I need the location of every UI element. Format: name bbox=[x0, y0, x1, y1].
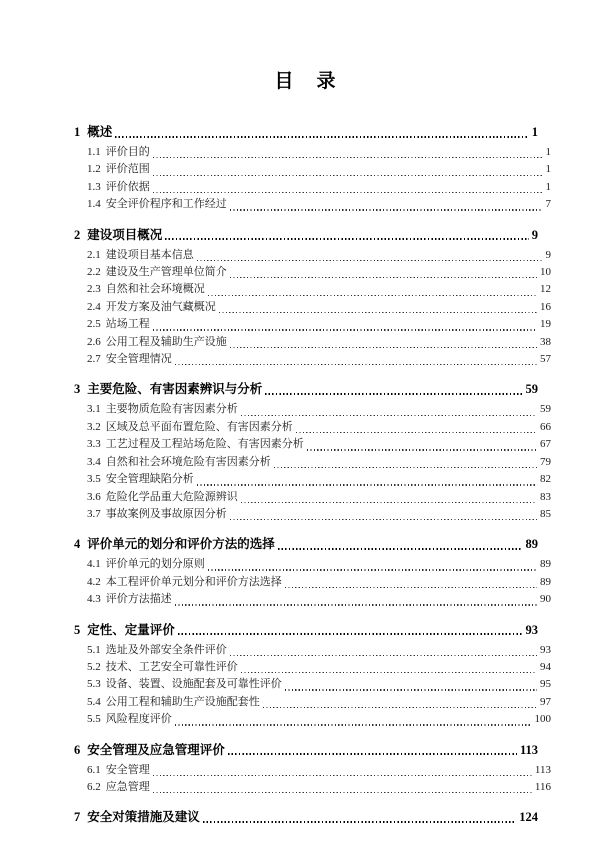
toc-section bbox=[74, 380, 551, 523]
toc-entry-row bbox=[74, 454, 551, 471]
toc-entry-page-number: 16 bbox=[540, 300, 551, 313]
toc-entry-row bbox=[74, 471, 551, 488]
toc-entry-number: 3.7 bbox=[87, 507, 101, 520]
dot-leader bbox=[203, 821, 516, 823]
dot-leader bbox=[285, 689, 537, 690]
toc-entry-number: 4.1 bbox=[87, 558, 101, 571]
toc-chapter-page-number: 1 bbox=[531, 125, 538, 139]
toc-entry-number: 3.2 bbox=[87, 420, 101, 433]
dot-leader bbox=[228, 753, 517, 755]
toc-entry-number: 1.3 bbox=[87, 180, 101, 193]
toc-entry-number: 6.2 bbox=[87, 780, 101, 793]
toc-list bbox=[74, 123, 551, 826]
toc-entry-row bbox=[74, 591, 551, 608]
toc-entry-title: 建设及生产管理单位简介 bbox=[105, 266, 227, 279]
toc-entry-page-number: 113 bbox=[534, 763, 551, 776]
toc-entry-title: 工艺过程及工程站场危险、有害因素分析 bbox=[105, 438, 304, 451]
toc-entry-number: 4.3 bbox=[87, 593, 101, 606]
toc-entry-row bbox=[74, 161, 551, 178]
dot-leader bbox=[153, 192, 543, 193]
toc-entry-number: 5.5 bbox=[87, 713, 101, 726]
toc-section bbox=[74, 621, 551, 729]
toc-entry-row bbox=[74, 574, 551, 591]
toc-entry-page-number: 12 bbox=[540, 283, 551, 296]
toc-entry-title: 风险程度评价 bbox=[105, 713, 172, 726]
dot-leader bbox=[296, 432, 537, 433]
dot-leader bbox=[219, 312, 537, 313]
toc-entry-page-number: 1 bbox=[545, 163, 551, 176]
toc-entry-row bbox=[74, 281, 551, 298]
toc-chapter-title: 概述 bbox=[87, 125, 113, 139]
toc-entry-title: 评价单元的划分原则 bbox=[105, 558, 205, 571]
toc-entry-number: 5.1 bbox=[87, 643, 101, 656]
dot-leader bbox=[285, 587, 537, 588]
dot-leader bbox=[208, 569, 537, 570]
toc-chapter-title: 主要危险、有害因素辨识与分析 bbox=[87, 382, 263, 397]
dot-leader bbox=[230, 655, 537, 656]
toc-entry-number: 5.2 bbox=[87, 660, 101, 673]
toc-chapter-number: 6 bbox=[74, 742, 81, 757]
toc-entry-row bbox=[74, 247, 551, 264]
toc-entry-number: 5.3 bbox=[87, 678, 101, 691]
toc-entry-title: 应急管理 bbox=[105, 780, 150, 793]
toc-entry-page-number: 93 bbox=[540, 643, 551, 656]
toc-chapter-row bbox=[74, 535, 538, 553]
toc-entry-title: 技术、工艺安全可靠性评价 bbox=[105, 660, 238, 673]
dot-leader bbox=[153, 792, 532, 793]
toc-entry-row bbox=[74, 694, 551, 711]
toc-chapter-page-number: 93 bbox=[525, 622, 538, 637]
dot-leader bbox=[241, 415, 537, 416]
dot-leader bbox=[263, 707, 537, 708]
toc-chapter-row bbox=[74, 808, 538, 826]
toc-entry-title: 自然和社会环境危险有害因素分析 bbox=[105, 455, 271, 468]
toc-chapter-number: 2 bbox=[74, 227, 81, 242]
toc-entry-number: 3.4 bbox=[87, 455, 101, 468]
toc-entry-title: 主要物质危险有害因素分析 bbox=[105, 403, 238, 416]
dot-leader bbox=[175, 724, 532, 725]
toc-entry-title: 公用工程和辅助生产设施配套性 bbox=[105, 695, 260, 708]
toc-section bbox=[74, 808, 538, 826]
toc-chapter-title: 评价单元的划分和评价方法的选择 bbox=[87, 537, 275, 552]
dot-leader bbox=[153, 329, 537, 330]
toc-entry-number: 2.2 bbox=[87, 266, 101, 279]
toc-entry-title: 设备、装置、设施配套及可靠性评价 bbox=[105, 678, 282, 691]
toc-entry-page-number: 59 bbox=[540, 403, 551, 416]
dot-leader bbox=[197, 484, 537, 485]
toc-entry-page-number: 90 bbox=[540, 593, 551, 606]
page-title: 目 录 bbox=[274, 71, 338, 92]
dot-leader bbox=[230, 519, 537, 520]
toc-entry-title: 选址及外部安全条件评价 bbox=[105, 643, 227, 656]
toc-entry-title: 开发方案及油气藏概况 bbox=[105, 300, 216, 313]
toc-chapter-number: 1 bbox=[74, 125, 81, 139]
toc-entry-number: 1.4 bbox=[87, 198, 101, 211]
dot-leader bbox=[265, 393, 522, 395]
dot-leader bbox=[208, 295, 537, 296]
toc-chapter-page-number: 124 bbox=[519, 810, 538, 825]
toc-chapter-row bbox=[74, 621, 538, 639]
toc-entry-title: 站场工程 bbox=[105, 318, 150, 331]
toc-chapter-number: 4 bbox=[74, 537, 81, 552]
toc-entry-number: 1.2 bbox=[87, 163, 101, 176]
dot-leader bbox=[278, 548, 523, 550]
toc-entry-page-number: 94 bbox=[540, 660, 551, 673]
toc-entry-page-number: 116 bbox=[534, 780, 551, 793]
dot-leader bbox=[230, 209, 543, 210]
toc-entry-title: 评价依据 bbox=[105, 180, 150, 193]
toc-entry-title: 安全管理缺陷分析 bbox=[105, 473, 194, 486]
toc-entry-number: 3.3 bbox=[87, 438, 101, 451]
toc-chapter-title: 安全管理及应急管理评价 bbox=[87, 742, 225, 757]
toc-section bbox=[74, 123, 551, 214]
toc-chapter-title: 定性、定量评价 bbox=[87, 622, 175, 637]
toc-entry-number: 6.1 bbox=[87, 763, 101, 776]
toc-chapter-number: 5 bbox=[74, 622, 81, 637]
toc-entry-number: 3.6 bbox=[87, 490, 101, 503]
toc-entry-row bbox=[74, 264, 551, 281]
toc-entry-row bbox=[74, 334, 551, 351]
toc-entry-page-number: 9 bbox=[545, 248, 551, 261]
toc-chapter-title: 建设项目概况 bbox=[87, 227, 163, 242]
toc-entry-number: 3.5 bbox=[87, 473, 101, 486]
toc-entry-number: 2.4 bbox=[87, 300, 101, 313]
dot-leader bbox=[165, 238, 528, 240]
dot-leader bbox=[178, 633, 523, 635]
toc-entry-number: 2.5 bbox=[87, 318, 101, 331]
toc-entry-row bbox=[74, 179, 551, 196]
toc-entry-number: 3.1 bbox=[87, 403, 101, 416]
toc-chapter-number: 7 bbox=[74, 810, 81, 825]
toc-entry-page-number: 10 bbox=[540, 266, 551, 279]
toc-entry-row bbox=[74, 762, 551, 779]
toc-entry-number: 2.6 bbox=[87, 335, 101, 348]
toc-entry-page-number: 82 bbox=[540, 473, 551, 486]
toc-chapter-page-number: 9 bbox=[531, 227, 538, 242]
toc-entry-number: 5.4 bbox=[87, 695, 101, 708]
toc-entry-page-number: 38 bbox=[540, 335, 551, 348]
toc-entry-title: 危险化学品重大危险源辨识 bbox=[105, 490, 238, 503]
toc-entry-row bbox=[74, 676, 551, 693]
toc-entry-title: 评价目的 bbox=[105, 146, 150, 158]
toc-entry-number: 2.1 bbox=[87, 248, 101, 261]
toc-entry-page-number: 79 bbox=[540, 455, 551, 468]
toc-chapter-number: 3 bbox=[74, 382, 81, 397]
toc-entry-title: 公用工程及辅助生产设施 bbox=[105, 335, 227, 348]
toc-entry-number: 1.1 bbox=[87, 146, 101, 158]
dot-leader bbox=[307, 449, 537, 450]
dot-leader bbox=[153, 157, 543, 158]
toc-entry-row bbox=[74, 351, 551, 368]
dot-leader bbox=[197, 260, 543, 261]
toc-entry-row bbox=[74, 556, 551, 573]
toc-entry-number: 4.2 bbox=[87, 575, 101, 588]
toc-entry-row bbox=[74, 779, 551, 796]
toc-chapter-row bbox=[74, 380, 538, 398]
toc-chapter-row bbox=[74, 123, 538, 141]
toc-entry-title: 本工程评价单元划分和评价方法选择 bbox=[105, 575, 282, 588]
dot-leader bbox=[230, 347, 537, 348]
dot-leader bbox=[115, 136, 528, 138]
toc-entry-page-number: 89 bbox=[540, 575, 551, 588]
toc-chapter-page-number: 59 bbox=[525, 382, 538, 397]
toc-chapter-row bbox=[74, 741, 538, 759]
toc-chapter-title: 安全对策措施及建议 bbox=[87, 810, 200, 825]
toc-entry-page-number: 89 bbox=[540, 558, 551, 571]
dot-leader bbox=[241, 502, 537, 503]
toc-entry-row bbox=[74, 506, 551, 523]
toc-entry-title: 建设项目基本信息 bbox=[105, 248, 194, 261]
dot-leader bbox=[153, 175, 543, 176]
dot-leader bbox=[175, 604, 537, 605]
toc-entry-row bbox=[74, 316, 551, 333]
toc-entry-title: 评价方法描述 bbox=[105, 593, 172, 606]
toc-entry-page-number: 67 bbox=[540, 438, 551, 451]
dot-leader bbox=[274, 467, 537, 468]
toc-entry-row bbox=[74, 711, 551, 728]
toc-entry-title: 评价范围 bbox=[105, 163, 150, 176]
toc-entry-page-number: 66 bbox=[540, 420, 551, 433]
toc-entry-title: 安全评价程序和工作经过 bbox=[105, 198, 227, 211]
toc-entry-row bbox=[74, 436, 551, 453]
dot-leader bbox=[175, 364, 537, 365]
toc-entry-row bbox=[74, 659, 551, 676]
toc-chapter-page-number: 113 bbox=[519, 742, 538, 757]
toc-entry-row bbox=[74, 144, 551, 161]
dot-leader bbox=[153, 775, 532, 776]
toc-entry-title: 安全管理 bbox=[105, 763, 150, 776]
toc-entry-page-number: 83 bbox=[540, 490, 551, 503]
toc-entry-number: 2.7 bbox=[87, 353, 101, 366]
toc-entry-page-number: 97 bbox=[540, 695, 551, 708]
toc-entry-page-number: 1 bbox=[545, 146, 551, 158]
toc-entry-page-number: 19 bbox=[540, 318, 551, 331]
toc-entry-page-number: 57 bbox=[540, 353, 551, 366]
toc-entry-row bbox=[74, 489, 551, 506]
toc-section bbox=[74, 741, 551, 797]
toc-entry-title: 事故案例及事故原因分析 bbox=[105, 507, 227, 520]
toc-entry-title: 安全管理情况 bbox=[105, 353, 172, 366]
toc-entry-row bbox=[74, 642, 551, 659]
toc-entry-page-number: 1 bbox=[545, 180, 551, 193]
toc-entry-page-number: 95 bbox=[540, 678, 551, 691]
toc-chapter-row bbox=[74, 226, 538, 244]
toc-entry-row bbox=[74, 196, 551, 213]
toc-entry-title: 自然和社会环境概况 bbox=[105, 283, 205, 296]
toc-entry-row bbox=[74, 401, 551, 418]
toc-entry-number: 2.3 bbox=[87, 283, 101, 296]
toc-entry-page-number: 85 bbox=[540, 507, 551, 520]
toc-entry-page-number: 7 bbox=[545, 198, 551, 211]
toc-entry-page-number: 100 bbox=[534, 713, 551, 726]
toc-entry-row bbox=[74, 419, 551, 436]
dot-leader bbox=[230, 277, 537, 278]
toc-section bbox=[74, 535, 551, 608]
dot-leader bbox=[241, 672, 537, 673]
toc-entry-title: 区域及总平面布置危险、有害因素分析 bbox=[105, 420, 293, 433]
toc-entry-row bbox=[74, 299, 551, 316]
toc-section bbox=[74, 226, 551, 369]
toc-chapter-page-number: 89 bbox=[525, 537, 538, 552]
